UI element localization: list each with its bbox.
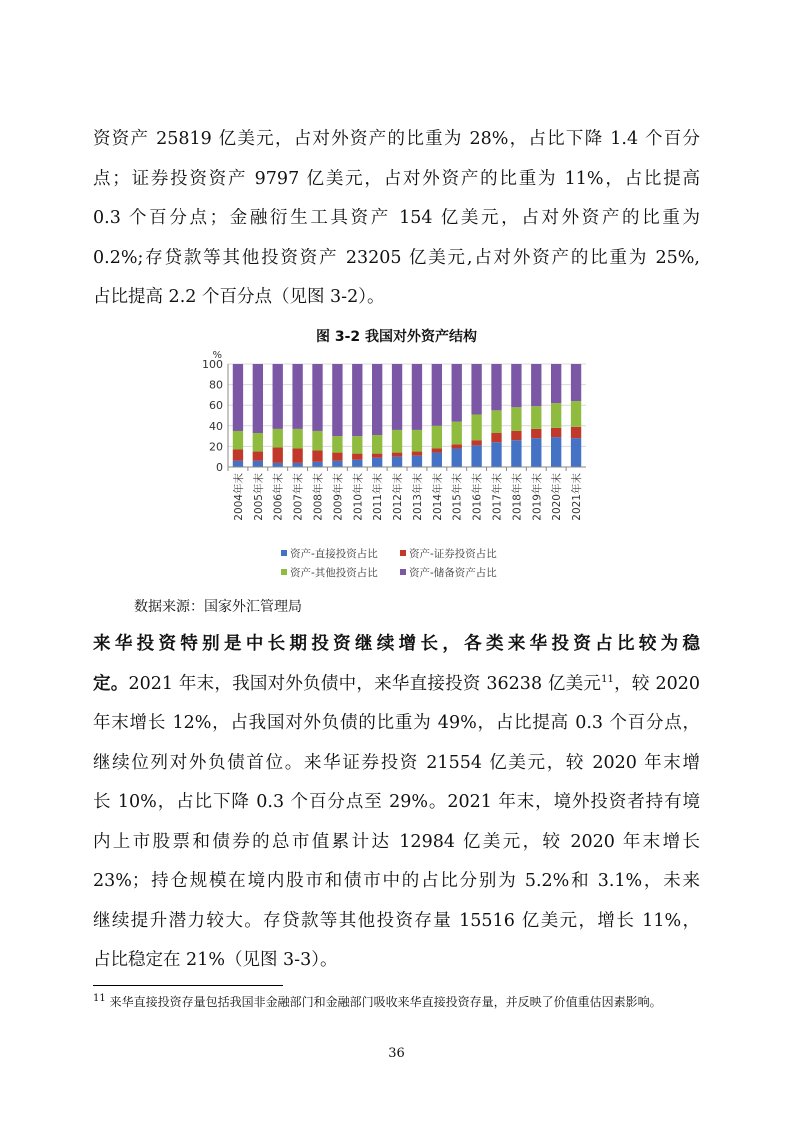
x-tick-label: 2016年末 xyxy=(471,473,484,521)
x-tick-label: 2019年末 xyxy=(531,473,544,521)
y-tick-label: 0 xyxy=(216,461,223,474)
bar-segment xyxy=(352,436,362,454)
x-tick-label: 2009年末 xyxy=(332,473,345,521)
text-line: 点；证券投资资产 9797 亿美元，占对外资产的比重为 11%，占比提高 xyxy=(93,168,700,189)
bar-segment xyxy=(432,448,442,452)
x-tick-label: 2013年末 xyxy=(411,473,424,521)
bar-segment xyxy=(531,406,541,429)
bar-segment xyxy=(273,364,283,429)
bar-segment xyxy=(511,407,521,431)
bar-segment xyxy=(233,461,243,467)
legend-swatch xyxy=(400,550,406,556)
bar-segment xyxy=(551,428,561,437)
footnote xyxy=(93,993,700,1012)
bar-segment xyxy=(551,364,561,403)
paragraph-2 xyxy=(93,625,700,981)
asset-structure-chart xyxy=(195,346,600,594)
x-tick-label: 2021年末 xyxy=(571,473,584,521)
footnote-ref: 11 xyxy=(601,673,614,685)
bar-segment xyxy=(292,463,302,467)
x-tick-label: 2007年末 xyxy=(292,473,305,521)
text-run: 2021 年末，我国对外负债中，来华直接投资 36238 亿美元 xyxy=(128,673,602,694)
bar-segment xyxy=(571,401,581,427)
text-run: ，较 2020 xyxy=(613,673,700,694)
bar-segment xyxy=(412,430,422,452)
x-tick-label: 2010年末 xyxy=(352,473,365,521)
page-number: 36 xyxy=(388,1046,405,1061)
bar-segment xyxy=(352,364,362,436)
chart-bars xyxy=(233,364,581,467)
x-tick-label: 2012年末 xyxy=(392,473,405,521)
text-line: 年末增长 12%，占我国对外负债的比重为 49%，占比提高 0.3 个百分点， xyxy=(93,713,700,733)
legend-label: 资产-其他投资占比 xyxy=(290,567,378,579)
bar-segment xyxy=(312,431,322,451)
bar-segment xyxy=(332,436,342,452)
bar-segment xyxy=(372,458,382,467)
paragraph-1 xyxy=(93,120,700,318)
bar-segment xyxy=(312,451,322,462)
legend-label: 资产-证券投资占比 xyxy=(409,548,497,560)
bar-segment xyxy=(511,431,521,440)
text-line xyxy=(93,665,700,705)
bar-segment xyxy=(491,442,501,467)
bar-segment xyxy=(412,456,422,467)
bar-segment xyxy=(491,410,501,433)
bar-segment xyxy=(372,364,382,435)
bar-segment xyxy=(352,454,362,460)
bar-segment xyxy=(332,364,342,436)
x-tick-label: 2015年末 xyxy=(451,473,464,521)
y-tick-label: 60 xyxy=(209,399,223,413)
data-source: 数据来源：国家外汇管理局 xyxy=(134,599,302,615)
bar-segment xyxy=(452,448,462,467)
x-tick-label: 2014年末 xyxy=(431,473,444,521)
bar-segment xyxy=(332,461,342,467)
bar-segment xyxy=(452,422,462,445)
text-line: 0.2%;存贷款等其他投资资产 23205 亿美元,占对外资产的比重为 25%, xyxy=(93,247,700,268)
bar-segment xyxy=(471,445,481,467)
footnote-number: 11 xyxy=(93,993,106,1004)
bar-segment xyxy=(551,437,561,467)
text-line: 继续位列对外负债首位。来华证券投资 21554 亿美元，较 2020 年末增 xyxy=(93,752,700,773)
figure-caption: 图 3-2 我国对外资产结构 xyxy=(315,329,478,345)
bar-segment xyxy=(531,364,541,406)
y-tick-label: 20 xyxy=(209,440,223,454)
y-tick-label: 80 xyxy=(209,378,223,392)
bar-segment xyxy=(233,431,243,450)
y-axis-label: % xyxy=(212,350,222,361)
bar-segment xyxy=(392,453,402,457)
x-tick-label: 2020年末 xyxy=(551,473,564,521)
text-line: 继续提升潜力较大。存贷款等其他投资存量 15516 亿美元，增长 11%， xyxy=(93,910,700,931)
bar-segment xyxy=(292,429,302,449)
legend-swatch xyxy=(400,569,406,575)
bar-segment xyxy=(571,438,581,467)
bar-segment xyxy=(392,364,402,430)
bar-segment xyxy=(312,364,322,431)
x-tick-label: 2011年末 xyxy=(372,473,385,521)
bar-segment xyxy=(352,460,362,467)
bar-segment xyxy=(432,453,442,467)
x-tick-label: 2008年末 xyxy=(312,473,325,521)
bar-segment xyxy=(432,364,442,426)
legend-label: 资产-直接投资占比 xyxy=(290,548,378,560)
text-line: 资资产 25819 亿美元，占对外资产的比重为 28%，占比下降 1.4 个百分 xyxy=(93,129,700,149)
bar-segment xyxy=(412,364,422,430)
x-tick-label: 2017年末 xyxy=(491,473,504,521)
bar-segment xyxy=(273,429,283,448)
bar-segment xyxy=(392,457,402,467)
legend-label: 资产-储备资产占比 xyxy=(409,567,497,579)
y-tick-label: 40 xyxy=(209,419,223,433)
bar-segment xyxy=(571,364,581,401)
text-line: 占比稳定在 21%（见图 3-3）。 xyxy=(93,950,338,970)
bar-segment xyxy=(452,364,462,422)
bar-segment xyxy=(292,364,302,429)
text-line: 占比提高 2.2 个百分点（见图 3-2）。 xyxy=(93,287,385,307)
bar-segment xyxy=(571,427,581,438)
bar-segment xyxy=(531,438,541,467)
bar-segment xyxy=(452,444,462,448)
text-line: 23%；持仓规模在境内股市和债市中的占比分别为 5.2%和 3.1%，未来 xyxy=(93,871,700,891)
bar-segment xyxy=(332,453,342,461)
x-tick-label: 2018年末 xyxy=(511,473,524,521)
x-tick-label: 2005年末 xyxy=(252,473,265,521)
bar-segment xyxy=(372,454,382,458)
bar-segment xyxy=(491,364,501,410)
legend-swatch xyxy=(281,550,287,556)
bar-segment xyxy=(551,403,561,428)
bar-segment xyxy=(253,452,263,461)
bar-segment xyxy=(273,463,283,467)
text-line: 长 10%，占比下降 0.3 个百分点至 29%。2021 年末，境外投资者持有境 xyxy=(93,792,700,812)
text-line-bold: 来华投资特别是中长期投资继续增长，各类来华投资占比较为稳 xyxy=(93,634,700,654)
x-tick-label: 2006年末 xyxy=(272,473,285,521)
bar-segment xyxy=(511,364,521,407)
bar-segment xyxy=(471,414,481,440)
x-tick-label: 2004年末 xyxy=(232,473,245,521)
text-line: 内上市股票和债券的总市值累计达 12984 亿美元，较 2020 年末增长 xyxy=(93,831,700,852)
bar-segment xyxy=(511,440,521,467)
bar-segment xyxy=(253,364,263,433)
bar-segment xyxy=(471,440,481,445)
bar-segment xyxy=(392,430,402,453)
bar-segment xyxy=(253,433,263,452)
bar-segment xyxy=(273,447,283,462)
bar-segment xyxy=(372,435,382,454)
bar-segment xyxy=(253,461,263,467)
bar-segment xyxy=(312,462,322,467)
bar-segment xyxy=(292,448,302,462)
bar-segment xyxy=(233,364,243,431)
bold-lead: 定。 xyxy=(93,673,129,694)
text-line: 0.3 个百分点；金融衍生工具资产 154 亿美元，占对外资产的比重为 xyxy=(93,208,700,228)
bar-segment xyxy=(412,452,422,456)
bar-segment xyxy=(233,449,243,460)
bar-segment xyxy=(531,429,541,438)
bar-segment xyxy=(432,426,442,449)
legend-swatch xyxy=(281,569,287,575)
footnote-divider xyxy=(93,985,283,986)
bar-segment xyxy=(491,433,501,442)
bar-segment xyxy=(471,364,481,414)
y-tick-label: 100 xyxy=(202,358,223,371)
footnote-text: 来华直接投资存量包括我国非金融部门和金融部门吸收来华直接投资存量，并反映了价值重估因素影响。 xyxy=(109,995,662,1009)
chart-legend xyxy=(281,547,497,579)
